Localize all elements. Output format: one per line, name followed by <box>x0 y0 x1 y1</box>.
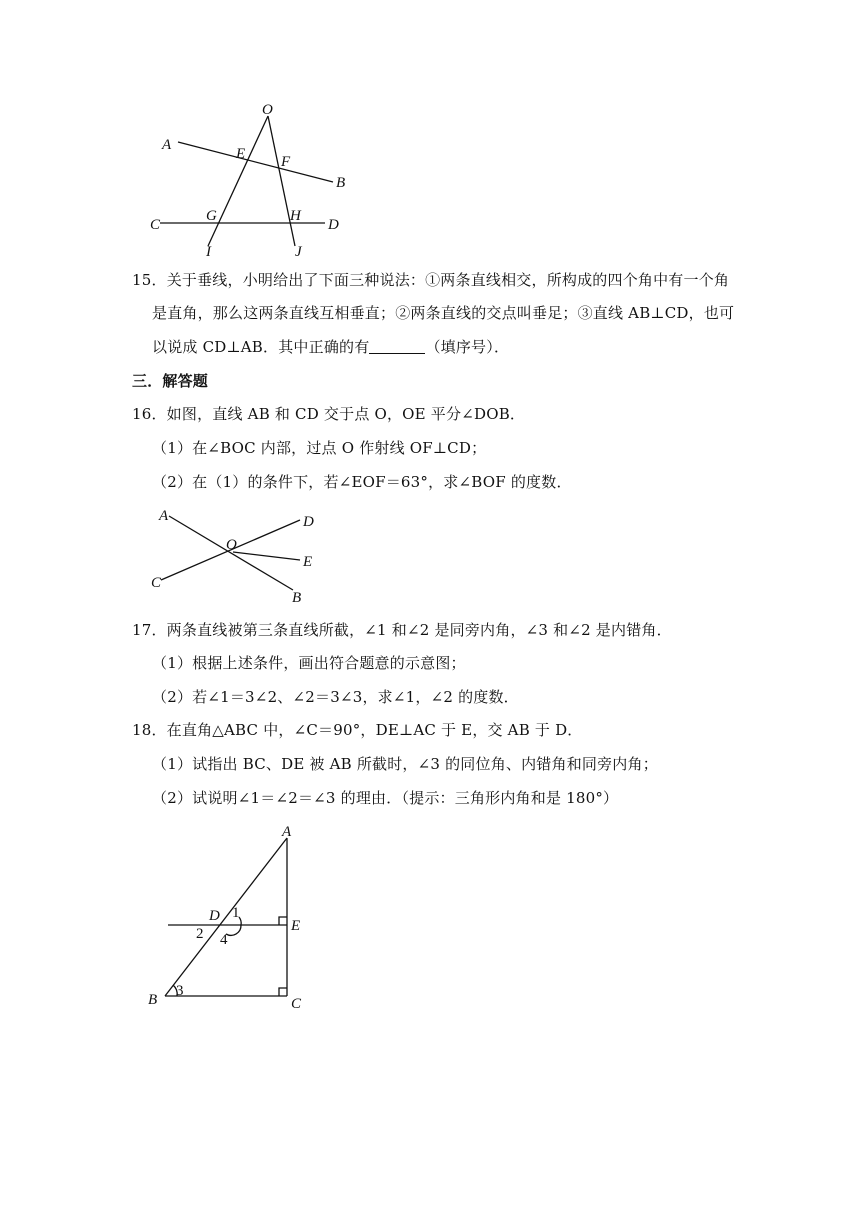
answer-blank[interactable] <box>369 339 425 354</box>
label-j: J <box>295 244 302 260</box>
right-angle-e <box>279 917 287 925</box>
q16-stem: 16．如图，直线 AB 和 CD 交于点 O，OE 平分∠DOB． <box>132 405 526 423</box>
figure-q18 <box>140 820 320 1015</box>
angle-label-3: 3 <box>176 983 184 999</box>
label-h: H <box>290 208 301 224</box>
label-b: B <box>148 992 158 1008</box>
label-e: E <box>291 918 301 934</box>
figure-q16 <box>145 502 330 607</box>
q15-number: 15． <box>132 271 167 289</box>
label-i: I <box>206 244 211 260</box>
figure-intersecting-lines <box>140 100 370 260</box>
label-a: A <box>162 137 172 153</box>
label-e: E <box>236 146 246 162</box>
angle-label-2: 2 <box>196 926 204 942</box>
ray-oe <box>233 552 300 560</box>
q18-part1: （1）试指出 BC、DE 被 AB 所截时，∠3 的同位角、内错角和同旁内角； <box>152 755 658 773</box>
label-b: B <box>292 590 302 606</box>
label-f: F <box>281 154 291 170</box>
q17-part1: （1）根据上述条件，画出符合题意的示意图； <box>152 654 466 672</box>
q15-text-3b: （填序号）． <box>425 338 510 356</box>
label-c: C <box>151 575 162 591</box>
q15-line2: 是直角，那么这两条直线互相垂直；②两条直线的交点叫垂足；③直线 AB⊥CD，也可 <box>152 304 735 322</box>
angle-label-1: 1 <box>232 905 240 921</box>
q18-stem: 18．在直角△ABC 中，∠C＝90°，DE⊥AC 于 E，交 AB 于 D． <box>132 721 583 739</box>
q17-part2: （2）若∠1＝3∠2、∠2＝3∠3，求∠1，∠2 的度数． <box>152 688 519 706</box>
q15-line3 <box>152 337 509 357</box>
line-ab <box>169 516 293 590</box>
label-g: G <box>206 208 217 224</box>
label-d: D <box>303 514 314 530</box>
right-angle-c <box>279 988 287 996</box>
q17-stem: 17．两条直线被第三条直线所截，∠1 和∠2 是同旁内角，∠3 和∠2 是内错角． <box>132 621 672 639</box>
label-a: A <box>159 508 169 524</box>
q16-part2: （2）在（1）的条件下，若∠EOF＝63°，求∠BOF 的度数． <box>152 473 572 491</box>
q15-text-1: 关于垂线，小明给出了下面三种说法：①两条直线相交，所构成的四个角中有一个角 <box>166 271 730 289</box>
label-e: E <box>303 554 313 570</box>
q16-part1: （1）在∠BOC 内部，过点 O 作射线 OF⊥CD； <box>152 439 487 457</box>
q15-line1 <box>132 270 729 290</box>
label-d: D <box>209 908 220 924</box>
label-c: C <box>150 217 161 233</box>
label-o: O <box>262 102 273 118</box>
angle-label-4: 4 <box>220 932 228 948</box>
line-oj <box>268 116 295 246</box>
label-d: D <box>328 217 339 233</box>
arc-angle-4 <box>226 925 241 935</box>
section-heading: 三．解答题 <box>132 372 209 390</box>
label-o: O <box>226 537 237 553</box>
label-c: C <box>291 996 302 1012</box>
label-a: A <box>282 824 292 840</box>
label-b: B <box>336 175 346 191</box>
q18-part2: （2）试说明∠1＝∠2＝∠3 的理由．（提示：三角形内角和是 180°） <box>152 789 619 807</box>
q15-text-3a: 以说成 CD⊥AB．其中正确的有 <box>152 338 370 356</box>
segment-ab <box>165 838 287 996</box>
line-ab <box>178 142 333 182</box>
line-oi <box>208 116 268 246</box>
